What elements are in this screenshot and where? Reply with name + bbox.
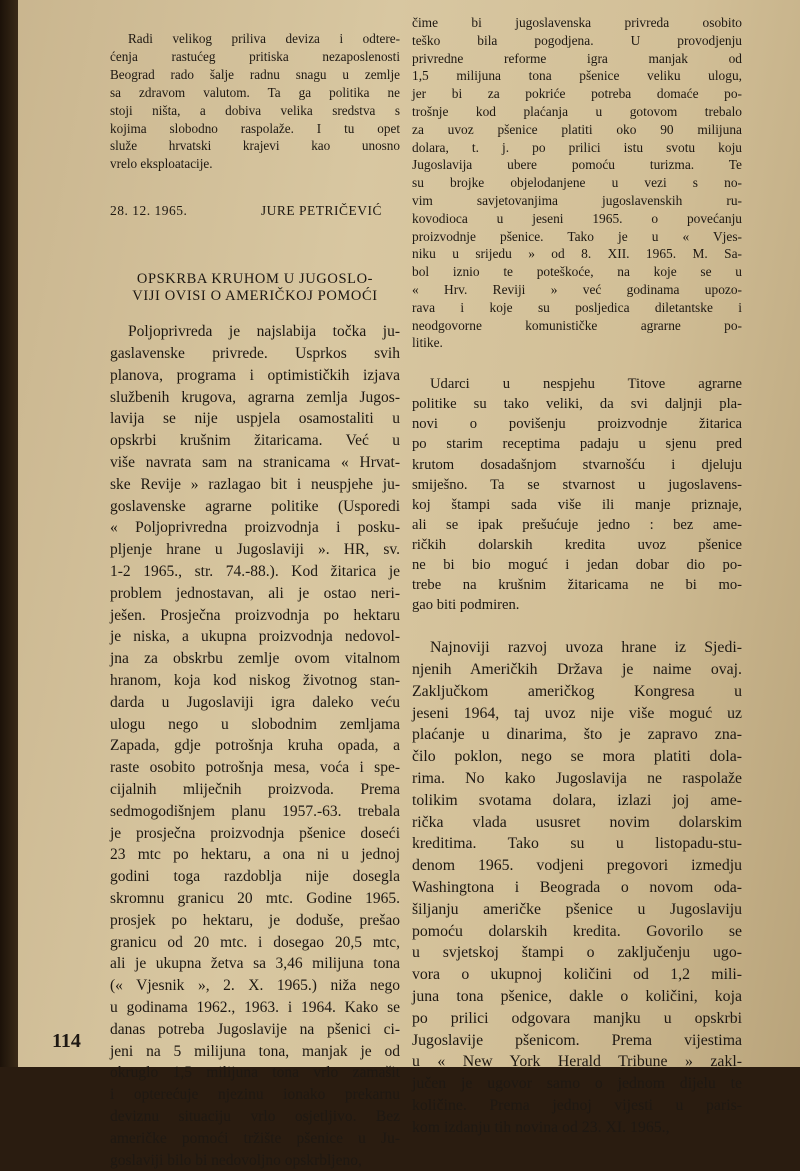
text-line: Washingtona i Beograda o novom oda-	[412, 879, 742, 897]
text-line: gao biti podmiren.	[412, 597, 520, 614]
text-line: njenih Američkih Država je naime ovaj.	[412, 661, 742, 679]
text-line: sa zdravom valutom. Ta ga politika ne	[110, 84, 400, 100]
text-line: neodgovorne komunističke agrarne po-	[412, 317, 742, 333]
text-line: pomoću dolarskih kredita. Govorilo se	[412, 922, 742, 940]
text-line: litike.	[412, 335, 443, 351]
text-line: Zaključkom američkog Kongresa u	[412, 682, 742, 700]
text-line: Jugoslavije pšenicom. Prema vijestima	[412, 1031, 742, 1049]
text-line: rava i koje su posljedica diletantske i	[412, 299, 742, 315]
text-line: raste osobito potrošnja mesa, voća i spe-	[110, 759, 400, 777]
text-line: po prilici odgovara manjku u opskrbi	[412, 1009, 742, 1027]
quote-paragraph	[110, 30, 400, 173]
text-line: OPSKRBA KRUHOM U JUGOSLO-	[136, 271, 374, 288]
right-column	[412, 14, 742, 1139]
text-line: danas potreba Jugoslavije na pšenici ci-	[110, 1020, 400, 1038]
text-line: bol iznio te poteškoće, na koje se u	[412, 264, 742, 280]
text-line: (« Vjesnik », 2. X. 1965.) niža nego	[110, 977, 400, 995]
text-line: krutom dosadašnjom stvarnošću i djeluju	[412, 456, 742, 473]
text-line: šiljanju američke pšenice u Jugoslaviju	[412, 900, 742, 918]
text-line: je niska, a ukupna proizvodnja nedovol-	[110, 628, 400, 646]
text-line: « Hrv. Reviji » već godinama upozo-	[412, 281, 742, 297]
text-line: ali je ukupna žetva sa 3,46 milijuna tona	[110, 955, 400, 973]
text-line: plaćanje u dinarima, što je zapravo zna-	[412, 726, 742, 744]
text-line: planova, programa i optimističkih izjava	[110, 366, 400, 384]
text-line: američke pomoći tržište pšenice u Ju-	[110, 1129, 400, 1147]
text-line: Jugoslavija ubere pomoću turizma. Te	[412, 157, 742, 173]
text-line: vora o ukupnoj količini od 1,2 mili-	[412, 966, 742, 984]
text-line: darda u Jugoslaviji igra daleko veću	[110, 693, 400, 711]
signature-row	[110, 203, 400, 219]
text-line: cijalnih mliječnih proizvoda. Prema	[110, 780, 400, 798]
text-line: trebe na krušnim žitaricama ne bi mo-	[412, 577, 742, 594]
text-line: u svjetskoj štampi o zaključenju ugo-	[412, 944, 742, 962]
text-line: teško bila pogodjena. U provodjenju	[412, 32, 742, 48]
text-line: 1-2 1965., str. 74.-88.). Kod žitarica je	[110, 563, 400, 581]
text-line: okruglo 1,5 milijuna tona vrlo zamašit	[110, 1064, 400, 1082]
text-line: skromnu granicu 20 mtc. Godine 1965.	[110, 889, 400, 907]
text-line: jučen je ugovor samo o jednom dijelu te	[412, 1075, 742, 1093]
right-paragraph-3	[412, 637, 742, 1138]
text-line: više navrata sam na stranicama « Hrvat-	[110, 454, 400, 472]
text-line: su brojke objelodanjene u vezi s no-	[412, 175, 742, 191]
text-line: čime bi jugoslavenska privreda osobito	[412, 15, 742, 30]
text-line: tolikim svotama dolara, izlazi joj ame-	[412, 791, 742, 809]
text-line: Zapada, gdje potrošnja kruha opada, a	[110, 737, 400, 755]
text-line: i opterećuje njezinu ionako prekarnu	[110, 1086, 400, 1104]
text-line: ulogu nego u slobodnim zemljama	[110, 715, 400, 733]
text-line: ješen. Prosječna proizvodnja po hektaru	[110, 606, 400, 624]
text-line: ćenja rastućeg pritiska nezaposlenosti	[110, 48, 400, 64]
text-line: « Poljoprivredna proizvodnja i posku-	[110, 519, 400, 537]
text-line: ne bi bio moguć i jedan dobar dio po-	[412, 556, 742, 573]
text-line: VIJI OVISI O AMERIČKOJ POMOĆI	[132, 288, 378, 305]
article-title	[110, 271, 400, 305]
text-line: Radi velikog priliva deviza i odtere-	[128, 31, 400, 46]
text-line: opskrbi krušnim žitaricama. Već u	[110, 432, 400, 450]
right-paragraph-2	[412, 374, 742, 615]
text-line: rima. No kako Jugoslavija ne raspolaže	[412, 770, 742, 788]
text-line: kreditima. Tako su u listopadu-stu-	[412, 835, 742, 853]
text-line: sedmogodišnjem planu 1957.-63. trebala	[110, 802, 400, 820]
text-line: politike su tako veliki, da svi daljnji pla-	[412, 396, 742, 413]
text-line: u godinama 1962., 1963. i 1964. Kako se	[110, 998, 400, 1016]
text-line: niku u srijedu » od 8. XII. 1965. M. Sa-	[412, 246, 742, 262]
text-line: čilo poklon, nego se mora platiti dola-	[412, 748, 742, 766]
text-line: novi o povišenju proizvodnje žitarica	[412, 416, 742, 433]
text-line: služe hrvatski krajevi kao unosno	[110, 138, 400, 154]
text-line: proizvodnje pšenice. Tako je u « Vjes-	[412, 228, 742, 244]
text-line: 23 mtc po hektaru, a ona ni u jednoj	[110, 846, 400, 864]
text-line: ske Revije » razlagao bit i neuspjehe ju-	[110, 475, 400, 493]
text-line: Poljoprivreda je najslabija točka ju-	[128, 323, 400, 341]
text-line: jeni na 5 milijuna tona, manjak je od	[110, 1042, 400, 1060]
text-line: po starim receptima padaju u sjenu pred	[412, 436, 742, 453]
text-line: dolara, t. j. po prilici istu svotu koju	[412, 139, 742, 155]
text-line: granicu od 20 mtc. i dosegao 20,5 mtc,	[110, 933, 400, 951]
text-line: ali se ipak prešućuje jedno : bez ame-	[412, 516, 742, 533]
page-binding-shadow	[0, 0, 18, 1067]
right-paragraph-1	[412, 14, 742, 352]
text-line: trošnje kod plaćanja u gotovom trebalo	[412, 103, 742, 119]
text-line: stoji ništa, a dobiva velika sredstva s	[110, 102, 400, 118]
text-line: gaslavenske privrede. Usprkos svih	[110, 345, 400, 363]
text-line: službenih krugova, agrarna zemlja Jugos-	[110, 388, 400, 406]
text-line: Udarci u nespjehu Titove agrarne	[430, 376, 742, 393]
text-line: 1,5 milijuna tona pšenice veliku ulogu,	[412, 68, 742, 84]
text-line: hranom, koja kod niskog životnog stan-	[110, 672, 400, 689]
article-author: JURE PETRIČEVIĆ	[260, 203, 382, 219]
text-line: goslaviji bilo bi nedovoljno opskrbljeno,	[110, 1151, 362, 1169]
text-line: je prosječna proizvodnja pšenice doseći	[110, 824, 400, 842]
text-line: jna za obskrbu zemlje ovom vitalnom	[110, 650, 400, 668]
text-line: koj štampi sada više ili manje priznaje,	[412, 496, 742, 513]
text-line: Najnoviji razvoj uvoza hrane iz Sjedi-	[430, 639, 742, 657]
text-line: vrelo eksploatacije.	[110, 156, 213, 172]
text-line: privredne reforme igra manjak od	[412, 50, 742, 66]
text-line: u « New York Herald Tribune » zakl-	[412, 1053, 742, 1071]
text-line: jeseni 1964, taj uvoz nije više moguć uz	[412, 704, 742, 722]
text-line: goslavenske agrarne politike (Usporedi	[110, 497, 400, 515]
text-line: za uvoz pšenice platiti oko 90 milijuna	[412, 121, 742, 137]
text-line: smiješno. Ta se stvarnost u jugoslavens-	[412, 476, 742, 493]
text-line: juna tona pšenice, dakle o količini, koja	[412, 988, 742, 1006]
left-column	[110, 30, 400, 1171]
page-number: 114	[52, 1030, 81, 1052]
text-line: problem jednostavan, ali je ostao neri-	[110, 584, 400, 602]
text-line: ričkih dolarskih kredita uvoz pšenice	[412, 536, 742, 553]
text-line: kojima slobodno raspolaže. I tu opet	[110, 120, 400, 136]
text-line: pljenje hrane u Jugoslaviji ». HR, sv.	[110, 541, 400, 559]
text-line: Beograd rado šalje radnu snagu u zemlje	[110, 66, 400, 82]
body-paragraph	[110, 321, 400, 1171]
text-line: jer bi za pokriće potreba domaće po-	[412, 86, 742, 102]
text-line: denom 1965. vodjeni pregovori izmedju	[412, 857, 742, 875]
text-line: kovodioca u jeseni 1965. o povećanju	[412, 210, 742, 226]
text-line: rička vlada ususret novim dolarskim	[412, 813, 742, 831]
text-line: količine. Prema jednoj vijesti u paris-	[412, 1097, 742, 1114]
text-line: godini toga razdoblja nije dosegla	[110, 868, 400, 886]
text-line: lavija se nije uspjela osamostaliti u	[110, 410, 400, 428]
text-line: vim savjetovanjima jugoslavenskih ru-	[412, 192, 742, 208]
text-line: kom izdanju tih novina od 23. XI. 1965.,	[412, 1118, 670, 1136]
article-date: 28. 12. 1965.	[110, 203, 188, 219]
text-line: deviznu situaciju vrlo osjetljivo. Bez	[110, 1107, 400, 1125]
text-line: prosjek po hektaru, je doduše, prešao	[110, 911, 400, 929]
